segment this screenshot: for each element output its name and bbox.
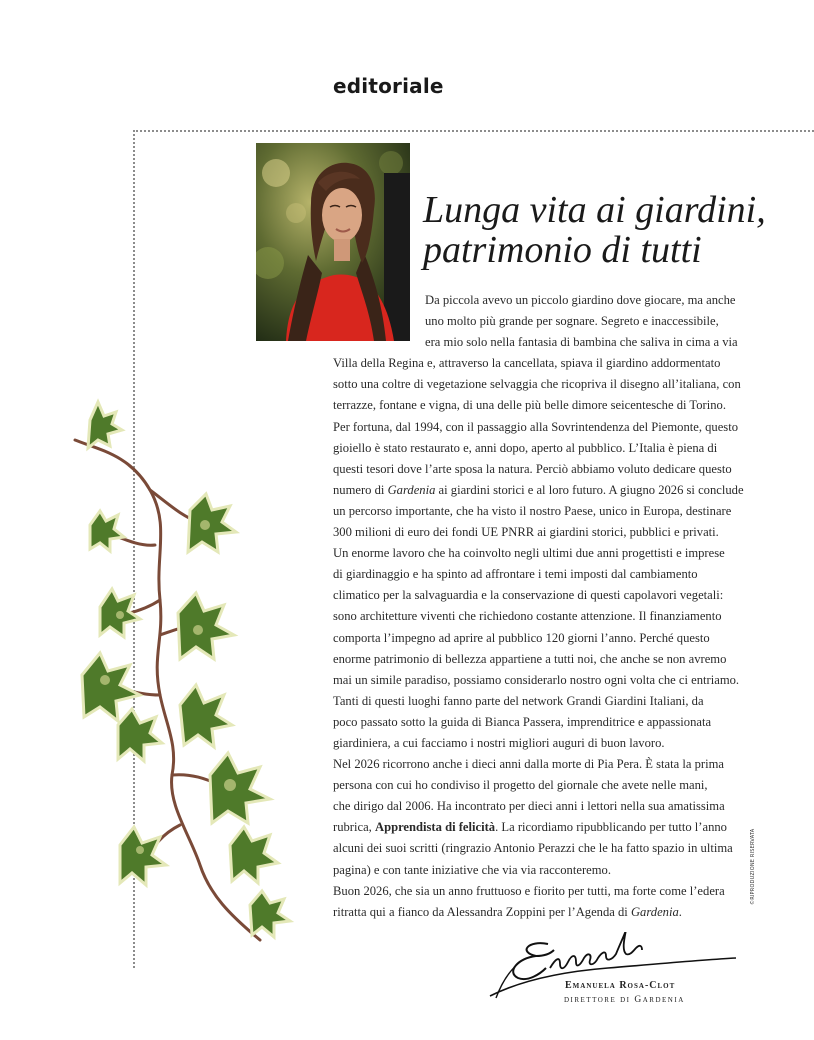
editorial-body bbox=[333, 290, 773, 923]
text-run: climatico per la salvaguardia e la conservazione di questi capolavori vegetali: bbox=[333, 588, 724, 603]
text-run: rubrica, bbox=[333, 820, 375, 835]
body-line bbox=[333, 395, 773, 416]
text-run: giardiniera, a cui facciamo i nostri migliori auguri di buon lavoro. bbox=[333, 735, 665, 750]
text-run: era mio solo nella fantasia di bambina che saliva in cima a via bbox=[425, 335, 738, 350]
text-run: Tanti di questi luoghi fanno parte del network Grandi Giardini Italiani, da bbox=[333, 693, 704, 708]
text-run: ritratta qui a fianco da Alessandra Zoppini per l’Agenda di bbox=[333, 904, 631, 919]
body-line bbox=[333, 860, 773, 881]
body-line bbox=[333, 417, 773, 438]
bold-text: Apprendista di felicità bbox=[374, 820, 496, 835]
ivy-illustration bbox=[60, 395, 320, 955]
body-line bbox=[333, 606, 773, 627]
text-run: gioiello è stato restaurato e, anni dopo, aperto al pubblico. L’Italia è piena di bbox=[333, 440, 718, 455]
text-run: Buon 2026, che sia un anno fruttuoso e fiorito per tutti, ma forte come l’edera bbox=[333, 883, 725, 898]
text-run: Villa della Regina e, attraverso la cancellata, spiava il giardino addormentato bbox=[333, 356, 721, 371]
text-run: questi tesori dove l’arte sposa la natura. Perciò abbiamo voluto dedicare questo bbox=[333, 461, 732, 476]
author-name: Emanuela Rosa-Clot bbox=[565, 980, 676, 991]
body-line bbox=[333, 564, 773, 585]
text-run: sono architetture viventi che richiedono costante attenzione. Il finanziamento bbox=[333, 609, 722, 624]
body-line bbox=[333, 838, 773, 859]
text-run: 300 milioni di euro dei fondi UE PNRR ai giardini storici, pubblici e privati. bbox=[333, 525, 719, 540]
text-run: che dirigo dal 2006. Ha incontrato per dieci anni i lettori nella sua amatissima bbox=[333, 799, 725, 814]
text-run: alcuni dei suoi scritti (ringrazio Antonio Perazzi che le ha fatto spazio in ultima bbox=[333, 841, 733, 856]
section-label: editoriale bbox=[333, 74, 444, 98]
body-line bbox=[333, 311, 773, 332]
text-run: Da piccola avevo un piccolo giardino dove giocare, ma anche bbox=[425, 293, 736, 307]
text-run: comporta l’impegno ad aprire al pubblico 120 giorni l’anno. Perché questo bbox=[333, 630, 710, 645]
text-run: Nel 2026 ricorrono anche i dieci anni dalla morte di Pia Pera. È stata la prima bbox=[333, 757, 724, 772]
text-run: poco passato sotto la guida di Bianca Passera, imprenditrice e appassionata bbox=[333, 714, 712, 729]
body-line bbox=[333, 438, 773, 459]
copyright-notice: ©RIPRODUZIONE RISERVATA bbox=[750, 828, 756, 905]
body-line bbox=[333, 374, 773, 395]
author-role: direttore di Gardenia bbox=[564, 995, 685, 1005]
text-run: terrazze, fontane e vigna, di una delle più belle dimore seicentesche di Torino. bbox=[333, 398, 726, 413]
body-line bbox=[333, 775, 773, 796]
text-run: pagina) e con tante iniziative che via via racconteremo. bbox=[333, 862, 611, 877]
text-run: persona con cui ho condiviso il progetto del giornale che avete nelle mani, bbox=[333, 778, 708, 793]
body-line bbox=[333, 459, 773, 480]
italic-text: Gardenia bbox=[387, 482, 436, 497]
text-run: numero di bbox=[333, 482, 388, 497]
body-line bbox=[333, 902, 773, 923]
body-line bbox=[333, 353, 773, 374]
headline-line-2: patrimonio di tutti bbox=[423, 229, 702, 271]
body-line bbox=[333, 290, 773, 311]
body-line bbox=[333, 522, 773, 543]
text-run: un percorso importante, che ha visto il nostro Paese, unico in Europa, destinare bbox=[333, 503, 732, 518]
italic-text: Gardenia bbox=[630, 904, 679, 919]
text-run: mai un simile paradiso, possiamo considerarlo nostro ogni volta che ci entriamo. bbox=[333, 672, 740, 687]
body-line bbox=[333, 501, 773, 522]
body-line bbox=[333, 881, 773, 902]
body-line bbox=[333, 733, 773, 754]
text-run: di giardinaggio e ha spinto ad affrontare i temi imposti dal cambiamento bbox=[333, 567, 698, 582]
body-line bbox=[333, 670, 773, 691]
text-run: ai giardini storici e al loro futuro. A giugno 2026 si conclude bbox=[435, 482, 744, 497]
handwritten-signature bbox=[488, 932, 738, 1002]
body-line bbox=[333, 649, 773, 670]
text-run: Per fortuna, dal 1994, con il passaggio alla Sovrintendenza del Piemonte, questo bbox=[333, 419, 739, 434]
dotted-rule-horizontal bbox=[133, 130, 814, 132]
text-run: uno molto più grande per sognare. Segreto e inaccessibile, bbox=[425, 314, 719, 329]
body-line bbox=[333, 691, 773, 712]
body-line bbox=[333, 332, 773, 353]
headline-line-1: Lunga vita ai giardini, bbox=[423, 189, 766, 231]
body-line bbox=[333, 543, 773, 564]
body-line bbox=[333, 585, 773, 606]
body-line bbox=[333, 796, 773, 817]
headline bbox=[423, 190, 783, 270]
body-line bbox=[333, 712, 773, 733]
text-run: sotto una coltre di vegetazione selvaggia che ricopriva il disegno all’italiana, con bbox=[333, 377, 741, 392]
body-line bbox=[333, 480, 773, 501]
text-run: . bbox=[678, 904, 682, 919]
body-line bbox=[333, 754, 773, 775]
text-run: enorme patrimonio di bellezza appartiene a tutti noi, che anche se non avremo bbox=[333, 651, 727, 666]
body-line bbox=[333, 817, 773, 838]
text-run: Un enorme lavoro che ha coinvolto negli ultimi due anni progettisti e imprese bbox=[333, 546, 725, 561]
text-run: . La ricordiamo ripubblicando per tutto l’anno bbox=[495, 820, 727, 835]
body-line bbox=[333, 628, 773, 649]
